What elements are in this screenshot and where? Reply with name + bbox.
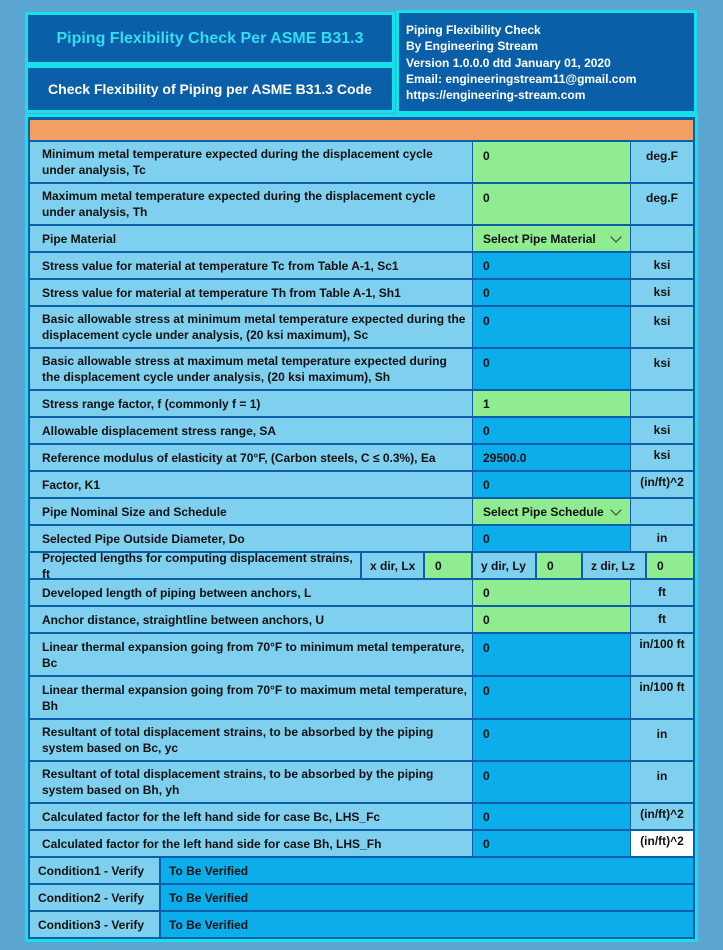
input-anchor-distance[interactable]: 0 bbox=[473, 607, 630, 632]
unit-yh: in bbox=[631, 762, 693, 802]
unit-sa: ksi bbox=[631, 418, 693, 443]
unit-ea: ksi bbox=[631, 445, 693, 470]
section-banner bbox=[30, 120, 693, 140]
output-bh: 0 bbox=[473, 677, 630, 718]
label-lhs-fh: Calculated factor for the left hand side for case Bh, LHS_Fh bbox=[30, 831, 472, 856]
output-sh: 0 bbox=[473, 349, 630, 389]
info-author: By Engineering Stream bbox=[406, 39, 539, 54]
label-k1: Factor, K1 bbox=[30, 472, 472, 497]
label-condition2: Condition2 - Verify bbox=[30, 885, 159, 910]
app-title bbox=[25, 12, 395, 65]
label-developed-length: Developed length of piping between anchors, L bbox=[30, 580, 472, 605]
info-email: Email: engineeringstream11@gmail.com bbox=[406, 71, 637, 86]
output-lhs-fc: 0 bbox=[473, 804, 630, 829]
label-bh: Linear thermal expansion going from 70°F to maximum metal temperature, Bh bbox=[30, 677, 472, 718]
info-app-name: Piping Flexibility Check bbox=[406, 23, 541, 37]
pipe-schedule-dropdown[interactable] bbox=[473, 499, 630, 524]
label-sa: Allowable displacement stress range, SA bbox=[30, 418, 472, 443]
label-sc1: Stress value for material at temperature Tc from Table A-1, Sc1 bbox=[30, 253, 472, 278]
label-lx: x dir, Lx bbox=[362, 553, 423, 578]
label-pipe-material: Pipe Material bbox=[30, 226, 472, 251]
chevron-down-icon bbox=[610, 231, 621, 242]
output-sc: 0 bbox=[473, 307, 630, 347]
output-lhs-fh: 0 bbox=[473, 831, 630, 856]
status-condition1: To Be Verified bbox=[161, 858, 693, 883]
status-condition3: To Be Verified bbox=[161, 912, 693, 937]
unit-k1: (in/ft)^2 bbox=[631, 472, 693, 497]
unit-l: ft bbox=[631, 580, 693, 605]
output-ea: 29500.0 bbox=[473, 445, 630, 470]
unit-th: deg.F bbox=[631, 184, 693, 224]
unit-sc1: ksi bbox=[631, 253, 693, 278]
info-version: Version 1.0.0.0 dtd January 01, 2020 bbox=[406, 55, 611, 70]
unit-lhs-fh: (in/ft)^2 bbox=[631, 831, 693, 856]
label-condition3: Condition3 - Verify bbox=[30, 912, 159, 937]
output-sh1: 0 bbox=[473, 280, 630, 305]
pipe-schedule-selected: Select Pipe Schedule bbox=[483, 504, 604, 519]
input-developed-length[interactable]: 0 bbox=[473, 580, 630, 605]
status-condition2: To Be Verified bbox=[161, 885, 693, 910]
label-yh: Resultant of total displacement strains, to be absorbed by the piping system based on Bh, yh bbox=[30, 762, 472, 802]
unit-u: ft bbox=[631, 607, 693, 632]
unit-tc: deg.F bbox=[631, 142, 693, 182]
label-condition1: Condition1 - Verify bbox=[30, 858, 159, 883]
label-ea: Reference modulus of elasticity at 70°F, (Carbon steels, C ≤ 0.3%), Ea bbox=[30, 445, 472, 470]
label-sh: Basic allowable stress at maximum metal temperature expected during the displacement cycle under analysis, (20 ksi maximum), Sh bbox=[30, 349, 472, 389]
label-lhs-fc: Calculated factor for the left hand side for case Bc, LHS_Fc bbox=[30, 804, 472, 829]
label-projected-lengths: Projected lengths for computing displacement strains, ft bbox=[30, 553, 360, 578]
app-subtitle bbox=[25, 65, 395, 113]
unit-bc: in/100 ft bbox=[631, 634, 693, 675]
label-yc: Resultant of total displacement strains, to be absorbed by the piping system based on Bc, yc bbox=[30, 720, 472, 760]
app-info-panel bbox=[396, 10, 697, 114]
label-pipe-schedule: Pipe Nominal Size and Schedule bbox=[30, 499, 472, 524]
app-title-text: Piping Flexibility Check Per ASME B31.3 bbox=[56, 29, 364, 47]
unit-material-empty bbox=[631, 226, 693, 251]
label-tc: Minimum metal temperature expected during the displacement cycle under analysis, Tc bbox=[30, 142, 472, 182]
output-yc: 0 bbox=[473, 720, 630, 760]
input-lz[interactable]: 0 bbox=[647, 553, 693, 578]
label-do: Selected Pipe Outside Diameter, Do bbox=[30, 526, 472, 551]
info-website[interactable]: https://engineering-stream.com bbox=[406, 88, 586, 103]
label-stress-range-factor: Stress range factor, f (commonly f = 1) bbox=[30, 391, 472, 416]
label-sc: Basic allowable stress at minimum metal temperature expected during the displacement cycle under analysis, (20 ksi maximum), Sc bbox=[30, 307, 472, 347]
pipe-material-dropdown[interactable] bbox=[473, 226, 630, 251]
label-anchor-distance: Anchor distance, straightline between anchors, U bbox=[30, 607, 472, 632]
output-bc: 0 bbox=[473, 634, 630, 675]
unit-schedule-empty bbox=[631, 499, 693, 524]
unit-lhs-fc: (in/ft)^2 bbox=[631, 804, 693, 829]
input-tc[interactable]: 0 bbox=[473, 142, 630, 182]
input-ly[interactable]: 0 bbox=[537, 553, 581, 578]
pipe-material-selected: Select Pipe Material bbox=[483, 231, 596, 246]
input-th[interactable]: 0 bbox=[473, 184, 630, 224]
input-stress-range-factor[interactable]: 1 bbox=[473, 391, 630, 416]
output-yh: 0 bbox=[473, 762, 630, 802]
unit-sc: ksi bbox=[631, 307, 693, 347]
app-subtitle-text: Check Flexibility of Piping per ASME B31.3 Code bbox=[48, 81, 372, 97]
input-lx[interactable]: 0 bbox=[425, 553, 471, 578]
output-k1: 0 bbox=[473, 472, 630, 497]
unit-bh: in/100 ft bbox=[631, 677, 693, 718]
output-do: 0 bbox=[473, 526, 630, 551]
label-lz: z dir, Lz bbox=[583, 553, 645, 578]
label-ly: y dir, Ly bbox=[473, 553, 535, 578]
chevron-down-icon bbox=[610, 504, 621, 515]
label-bc: Linear thermal expansion going from 70°F to minimum metal temperature, Bc bbox=[30, 634, 472, 675]
label-th: Maximum metal temperature expected during the displacement cycle under analysis, Th bbox=[30, 184, 472, 224]
unit-sh: ksi bbox=[631, 349, 693, 389]
output-sa: 0 bbox=[473, 418, 630, 443]
label-sh1: Stress value for material at temperature Th from Table A-1, Sh1 bbox=[30, 280, 472, 305]
unit-f-empty bbox=[631, 391, 693, 416]
output-sc1: 0 bbox=[473, 253, 630, 278]
unit-yc: in bbox=[631, 720, 693, 760]
unit-do: in bbox=[631, 526, 693, 551]
unit-sh1: ksi bbox=[631, 280, 693, 305]
